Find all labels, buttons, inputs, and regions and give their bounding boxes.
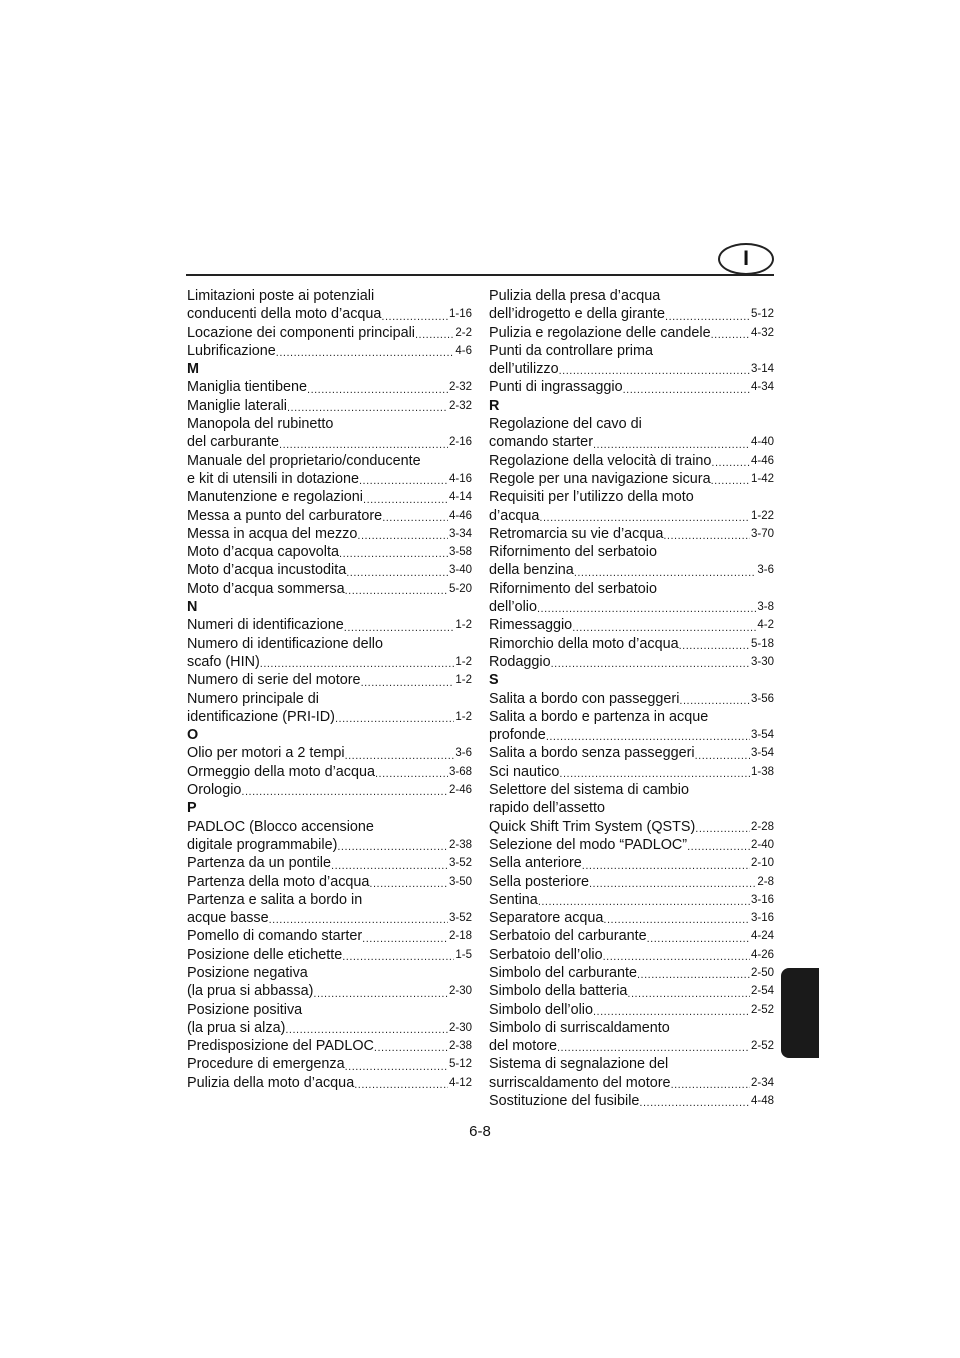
dot-leader bbox=[574, 566, 757, 580]
index-entry-label: dell’utilizzo bbox=[489, 361, 559, 378]
index-entry-page: 2-30 bbox=[448, 985, 472, 998]
index-entry-label: Orologio bbox=[187, 782, 242, 799]
index-column-left bbox=[187, 287, 472, 1092]
index-entry-page: 2-10 bbox=[750, 857, 774, 870]
index-entry-page: 2-54 bbox=[750, 985, 774, 998]
index-letter-heading: M bbox=[187, 361, 199, 378]
index-letter-heading: S bbox=[489, 672, 499, 689]
index-entry-label: Rimessaggio bbox=[489, 617, 573, 634]
index-entry bbox=[489, 324, 774, 342]
index-entry bbox=[489, 1037, 774, 1055]
dot-leader bbox=[313, 987, 448, 1001]
dot-leader bbox=[342, 950, 454, 964]
index-entry bbox=[489, 982, 774, 1000]
index-entry-label: Messa a punto del carburatore bbox=[187, 507, 383, 524]
index-entry-page: 2-16 bbox=[448, 436, 472, 449]
index-entry-page: 3-34 bbox=[448, 527, 472, 540]
index-entry-page: 3-40 bbox=[448, 564, 472, 577]
index-entry bbox=[489, 836, 774, 854]
dot-leader bbox=[361, 676, 455, 690]
chapter-thumb-tab bbox=[781, 968, 819, 1058]
header-rule bbox=[186, 274, 774, 276]
index-entry bbox=[489, 635, 774, 653]
index-entry bbox=[187, 1074, 472, 1092]
index-entry-label: Numero di serie del motore bbox=[187, 672, 361, 689]
index-entry bbox=[187, 653, 472, 671]
dot-leader bbox=[276, 346, 455, 360]
dot-leader bbox=[344, 621, 455, 635]
dot-leader bbox=[671, 1078, 750, 1092]
index-entry bbox=[489, 653, 774, 671]
index-entry-line: Posizione negativa bbox=[187, 964, 308, 981]
index-entry bbox=[187, 616, 472, 634]
index-entry-page: 3-14 bbox=[750, 363, 774, 376]
dot-leader bbox=[603, 913, 750, 927]
index-entry-line: Punti da controllare prima bbox=[489, 342, 653, 359]
index-entry-label: Maniglia tientibene bbox=[187, 379, 308, 396]
index-entry-page: 3-8 bbox=[757, 601, 774, 614]
index-entry-label: Moto d’acqua capovolta bbox=[187, 544, 340, 561]
index-letter-heading: P bbox=[187, 800, 197, 817]
index-entry bbox=[187, 946, 472, 964]
index-entry bbox=[489, 909, 774, 927]
index-entry-page: 3-50 bbox=[448, 875, 472, 888]
index-entry-label: Sostituzione del fusibile bbox=[489, 1093, 640, 1110]
dot-leader bbox=[382, 511, 448, 525]
index-entry-page: 3-30 bbox=[750, 655, 774, 668]
index-entry-label: Quick Shift Trim System (QSTS) bbox=[489, 818, 696, 835]
index-entry-label: Ormeggio della moto d’acqua bbox=[187, 763, 375, 780]
index-entry-label: d’acqua bbox=[489, 507, 540, 524]
index-entry-page: 2-40 bbox=[750, 838, 774, 851]
index-entry bbox=[187, 982, 472, 1000]
index-entry-page: 1-42 bbox=[750, 472, 774, 485]
index-entry bbox=[489, 854, 774, 872]
index-entry-line: Pulizia della presa d’acqua bbox=[489, 288, 661, 304]
index-entry-line: Manopola del rubinetto bbox=[187, 416, 334, 433]
index-entry-page: 3-52 bbox=[448, 857, 472, 870]
index-entry bbox=[489, 378, 774, 396]
index-entry-page: 2-18 bbox=[448, 930, 472, 943]
index-entry-label: surriscaldamento del motore bbox=[489, 1074, 671, 1091]
index-entry-label: Rodaggio bbox=[489, 653, 551, 670]
index-entry bbox=[187, 470, 472, 488]
index-entry bbox=[489, 891, 774, 909]
index-entry-line: PADLOC (Blocco accensione bbox=[187, 818, 374, 835]
index-entry bbox=[489, 946, 774, 964]
index-entry-page: 4-24 bbox=[750, 930, 774, 943]
dot-leader bbox=[582, 859, 750, 873]
index-entry-line: Simbolo di surriscaldamento bbox=[489, 1019, 670, 1036]
language-badge: I bbox=[718, 243, 774, 275]
dot-leader bbox=[627, 987, 750, 1001]
dot-leader bbox=[337, 840, 448, 854]
index-entry-page: 3-54 bbox=[750, 729, 774, 742]
index-entry-line: Numero principale di bbox=[187, 690, 319, 707]
dot-leader bbox=[369, 877, 448, 891]
index-entry-label: del carburante bbox=[187, 434, 280, 451]
index-entry-label: e kit di utensili in dotazione bbox=[187, 470, 359, 487]
index-entry-page: 4-48 bbox=[750, 1095, 774, 1108]
index-entry-page: 4-34 bbox=[750, 381, 774, 394]
index-entry-page: 2-8 bbox=[757, 875, 774, 888]
dot-leader bbox=[346, 566, 448, 580]
index-entry-label: Lubrificazione bbox=[187, 342, 276, 359]
dot-leader bbox=[559, 364, 750, 378]
index-entry-label: Separatore acqua bbox=[489, 910, 604, 927]
dot-leader bbox=[679, 694, 750, 708]
dot-leader bbox=[647, 932, 750, 946]
index-entry bbox=[187, 342, 472, 360]
index-entry bbox=[489, 1001, 774, 1019]
dot-leader bbox=[665, 310, 750, 324]
index-entry bbox=[187, 561, 472, 579]
index-entry-line: Requisiti per l’utilizzo della moto bbox=[489, 489, 694, 506]
index-entry-page: 3-6 bbox=[757, 564, 774, 577]
index-entry bbox=[187, 1055, 472, 1073]
index-entry-line: Rifornimento del serbatoio bbox=[489, 544, 657, 561]
index-entry-label: Retromarcia su vie d’acqua bbox=[489, 525, 664, 542]
index-entry-label: scafo (HIN) bbox=[187, 653, 260, 670]
index-entry bbox=[187, 1019, 472, 1037]
index-entry-label: Selezione del modo “PADLOC” bbox=[489, 836, 688, 853]
index-entry-page: 4-32 bbox=[750, 326, 774, 339]
index-entry bbox=[187, 397, 472, 415]
index-entry-page: 4-40 bbox=[750, 436, 774, 449]
index-entry bbox=[187, 836, 472, 854]
index-entry bbox=[489, 763, 774, 781]
dot-leader bbox=[537, 602, 756, 616]
dot-leader bbox=[572, 621, 756, 635]
index-entry bbox=[489, 927, 774, 945]
index-entry-label: (la prua si abbassa) bbox=[187, 983, 314, 1000]
index-entry-label: dell’olio bbox=[489, 599, 537, 616]
dot-leader bbox=[711, 328, 750, 342]
dot-leader bbox=[679, 639, 750, 653]
index-entry-label: identificazione (PRI-ID) bbox=[187, 708, 335, 725]
index-entry-page: 2-30 bbox=[448, 1021, 472, 1034]
index-entry bbox=[187, 543, 472, 561]
index-entry-page: 2-52 bbox=[750, 1040, 774, 1053]
index-entry bbox=[187, 378, 472, 396]
dot-leader bbox=[363, 493, 448, 507]
index-entry-page: 5-18 bbox=[750, 637, 774, 650]
dot-leader bbox=[287, 401, 448, 415]
index-entry-page: 1-16 bbox=[448, 308, 472, 321]
dot-leader bbox=[603, 950, 750, 964]
dot-leader bbox=[345, 749, 455, 763]
dot-leader bbox=[623, 383, 750, 397]
index-entry-line: Numero di identificazione dello bbox=[187, 635, 383, 652]
dot-leader bbox=[415, 328, 454, 342]
index-entry-page: 2-32 bbox=[448, 381, 472, 394]
index-entry bbox=[489, 470, 774, 488]
index-entry-label: (la prua si alza) bbox=[187, 1019, 286, 1036]
index-entry bbox=[489, 561, 774, 579]
index-entry-page: 2-50 bbox=[750, 966, 774, 979]
index-entry-label: Salita a bordo senza passeggeri bbox=[489, 745, 695, 762]
index-entry-page: 1-2 bbox=[455, 674, 472, 687]
index-entry-label: Regolazione della velocità di traino bbox=[489, 452, 712, 469]
index-entry-label: Messa in acqua del mezzo bbox=[187, 525, 358, 542]
index-entry-label: Sci nautico bbox=[489, 763, 560, 780]
index-entry-line: Partenza e salita a bordo in bbox=[187, 891, 363, 908]
index-entry-line: rapido dell’assetto bbox=[489, 800, 605, 817]
index-entry bbox=[489, 305, 774, 323]
index-entry bbox=[489, 360, 774, 378]
index-entry-page: 2-2 bbox=[455, 326, 472, 339]
index-entry-label: Pulizia e regolazione delle candele bbox=[489, 324, 711, 341]
index-entry-label: Moto d’acqua sommersa bbox=[187, 580, 345, 597]
index-entry bbox=[489, 744, 774, 762]
index-entry bbox=[187, 873, 472, 891]
index-entry bbox=[489, 873, 774, 891]
index-entry-label: Manutenzione e regolazioni bbox=[187, 489, 364, 506]
index-entry bbox=[187, 763, 472, 781]
index-entry-page: 2-32 bbox=[448, 399, 472, 412]
index-entry-line: Posizione positiva bbox=[187, 1001, 303, 1018]
dot-leader bbox=[695, 749, 750, 763]
index-entry-page: 3-68 bbox=[448, 765, 472, 778]
index-entry-page: 3-58 bbox=[448, 546, 472, 559]
index-entry bbox=[187, 927, 472, 945]
dot-leader bbox=[639, 1096, 750, 1110]
index-entry-page: 1-22 bbox=[750, 509, 774, 522]
dot-leader bbox=[241, 785, 448, 799]
index-entry-label: Partenza da un pontile bbox=[187, 855, 332, 872]
dot-leader bbox=[375, 767, 448, 781]
dot-leader bbox=[269, 913, 448, 927]
index-entry-label: Serbatoio dell’olio bbox=[489, 946, 603, 963]
index-entry bbox=[187, 580, 472, 598]
index-entry-page: 4-26 bbox=[750, 948, 774, 961]
dot-leader bbox=[335, 712, 454, 726]
index-entry bbox=[489, 433, 774, 451]
index-entry-page: 3-56 bbox=[750, 692, 774, 705]
dot-leader bbox=[381, 310, 448, 324]
index-entry bbox=[489, 818, 774, 836]
index-entry-page: 3-54 bbox=[750, 747, 774, 760]
index-entry bbox=[187, 1037, 472, 1055]
dot-leader bbox=[687, 840, 750, 854]
dot-leader bbox=[551, 657, 750, 671]
dot-leader bbox=[557, 1041, 750, 1055]
index-entry bbox=[489, 726, 774, 744]
index-entry-label: dell’idrogetto e della girante bbox=[489, 306, 666, 323]
index-entry bbox=[489, 1092, 774, 1110]
dot-leader bbox=[593, 1005, 750, 1019]
dot-leader bbox=[374, 1041, 448, 1055]
index-entry-label: Sella posteriore bbox=[489, 873, 589, 890]
page-number: 6-8 bbox=[469, 1123, 491, 1140]
dot-leader bbox=[354, 1078, 448, 1092]
index-entry-label: Posizione delle etichette bbox=[187, 946, 343, 963]
index-entry-page: 1-2 bbox=[455, 655, 472, 668]
index-entry-label: Punti di ingrassaggio bbox=[489, 379, 623, 396]
index-entry-label: Olio per motori a 2 tempi bbox=[187, 745, 345, 762]
index-entry bbox=[187, 708, 472, 726]
dot-leader bbox=[637, 968, 750, 982]
dot-leader bbox=[362, 932, 448, 946]
index-entry-label: Maniglie laterali bbox=[187, 397, 287, 414]
index-entry-line: Limitazioni poste ai potenziali bbox=[187, 288, 375, 304]
index-entry-label: Simbolo della batteria bbox=[489, 983, 628, 1000]
index-entry-page: 2-34 bbox=[750, 1076, 774, 1089]
dot-leader bbox=[559, 767, 750, 781]
index-entry bbox=[187, 507, 472, 525]
index-entry bbox=[187, 781, 472, 799]
index-entry bbox=[489, 598, 774, 616]
index-entry-label: della benzina bbox=[489, 562, 574, 579]
index-entry-page: 3-6 bbox=[455, 747, 472, 760]
dot-leader bbox=[589, 877, 756, 891]
index-entry bbox=[187, 433, 472, 451]
dot-leader bbox=[695, 822, 750, 836]
dot-leader bbox=[538, 895, 750, 909]
index-entry-page: 4-46 bbox=[448, 509, 472, 522]
index-entry-label: Locazione dei componenti principali bbox=[187, 324, 415, 341]
index-entry-page: 4-6 bbox=[455, 344, 472, 357]
index-entry bbox=[489, 452, 774, 470]
index-entry-label: conducenti della moto d’acqua bbox=[187, 306, 382, 323]
index-entry-page: 5-20 bbox=[448, 582, 472, 595]
index-entry-label: Numeri di identificazione bbox=[187, 617, 344, 634]
index-entry-label: Sentina bbox=[489, 891, 538, 908]
dot-leader bbox=[711, 474, 750, 488]
index-entry-line: Regolazione del cavo di bbox=[489, 416, 642, 433]
index-entry-page: 3-16 bbox=[750, 893, 774, 906]
index-entry bbox=[489, 964, 774, 982]
index-entry bbox=[489, 616, 774, 634]
index-entry bbox=[489, 1074, 774, 1092]
dot-leader bbox=[593, 438, 750, 452]
dot-leader bbox=[711, 456, 750, 470]
index-entry bbox=[489, 507, 774, 525]
index-entry-page: 4-14 bbox=[448, 491, 472, 504]
index-entry bbox=[187, 488, 472, 506]
index-column-right bbox=[489, 287, 774, 1110]
index-entry-page: 2-38 bbox=[448, 838, 472, 851]
dot-leader bbox=[339, 547, 448, 561]
dot-leader bbox=[260, 657, 455, 671]
index-entry-label: Simbolo del carburante bbox=[489, 964, 637, 981]
index-entry-label: Serbatoio del carburante bbox=[489, 928, 647, 945]
index-entry bbox=[187, 305, 472, 323]
index-entry-label: Salita a bordo con passeggeri bbox=[489, 690, 680, 707]
index-entry-line: Selettore del sistema di cambio bbox=[489, 782, 689, 799]
index-entry-label: Moto d’acqua incustodita bbox=[187, 562, 347, 579]
index-entry-label: Partenza della moto d’acqua bbox=[187, 873, 370, 890]
index-letter-heading: R bbox=[489, 397, 500, 414]
index-entry-label: Rimorchio della moto d’acqua bbox=[489, 635, 679, 652]
index-entry-label: Predisposizione del PADLOC bbox=[187, 1038, 374, 1055]
index-entry bbox=[489, 525, 774, 543]
dot-leader bbox=[357, 529, 448, 543]
index-entry bbox=[187, 324, 472, 342]
dot-leader bbox=[345, 584, 448, 598]
dot-leader bbox=[307, 383, 448, 397]
index-entry-label: del motore bbox=[489, 1038, 557, 1055]
index-entry-label: acque basse bbox=[187, 910, 269, 927]
dot-leader bbox=[359, 474, 448, 488]
index-entry-page: 4-16 bbox=[448, 472, 472, 485]
index-letter-heading: O bbox=[187, 727, 199, 744]
index-entry bbox=[187, 744, 472, 762]
index-entry-label: Pomello di comando starter bbox=[187, 928, 363, 945]
index-entry-page: 2-52 bbox=[750, 1003, 774, 1016]
index-entry-label: Procedure di emergenza bbox=[187, 1056, 345, 1073]
index-entry bbox=[187, 854, 472, 872]
index-entry-page: 3-52 bbox=[448, 912, 472, 925]
index-entry-page: 5-12 bbox=[448, 1058, 472, 1071]
index-entry bbox=[187, 909, 472, 927]
index-entry-label: digitale programmabile) bbox=[187, 836, 338, 853]
index-entry-page: 4-46 bbox=[750, 454, 774, 467]
index-entry-label: comando starter bbox=[489, 434, 593, 451]
dot-leader bbox=[345, 1060, 448, 1074]
dot-leader bbox=[331, 859, 448, 873]
index-entry bbox=[187, 525, 472, 543]
dot-leader bbox=[279, 438, 448, 452]
index-entry-page: 4-2 bbox=[757, 619, 774, 632]
index-entry-line: Salita a bordo e partenza in acque bbox=[489, 708, 709, 725]
dot-leader bbox=[539, 511, 750, 525]
index-entry-page: 5-12 bbox=[750, 308, 774, 321]
index-entry-label: Simbolo dell’olio bbox=[489, 1001, 593, 1018]
index-entry-page: 3-16 bbox=[750, 912, 774, 925]
index-entry-page: 1-38 bbox=[750, 765, 774, 778]
index-entry bbox=[187, 671, 472, 689]
index-entry-label: profonde bbox=[489, 727, 546, 744]
index-letter-heading: N bbox=[187, 599, 198, 616]
index-entry-page: 1-5 bbox=[455, 948, 472, 961]
index-entry bbox=[489, 690, 774, 708]
dot-leader bbox=[663, 529, 750, 543]
index-entry-line: Sistema di segnalazione del bbox=[489, 1056, 669, 1073]
index-entry-page: 1-2 bbox=[455, 710, 472, 723]
dot-leader bbox=[285, 1023, 448, 1037]
index-entry-page: 1-2 bbox=[455, 619, 472, 632]
index-entry-page: 2-46 bbox=[448, 784, 472, 797]
index-entry-page: 2-38 bbox=[448, 1040, 472, 1053]
index-entry-label: Regole per una navigazione sicura bbox=[489, 470, 711, 487]
index-entry-page: 4-12 bbox=[448, 1076, 472, 1089]
index-entry-page: 2-28 bbox=[750, 820, 774, 833]
index-entry-page: 3-70 bbox=[750, 527, 774, 540]
index-entry-line: Manuale del proprietario/conducente bbox=[187, 452, 421, 469]
index-entry-label: Pulizia della moto d’acqua bbox=[187, 1074, 355, 1091]
index-entry-label: Sella anteriore bbox=[489, 855, 582, 872]
dot-leader bbox=[546, 730, 750, 744]
index-entry-line: Rifornimento del serbatoio bbox=[489, 580, 657, 597]
